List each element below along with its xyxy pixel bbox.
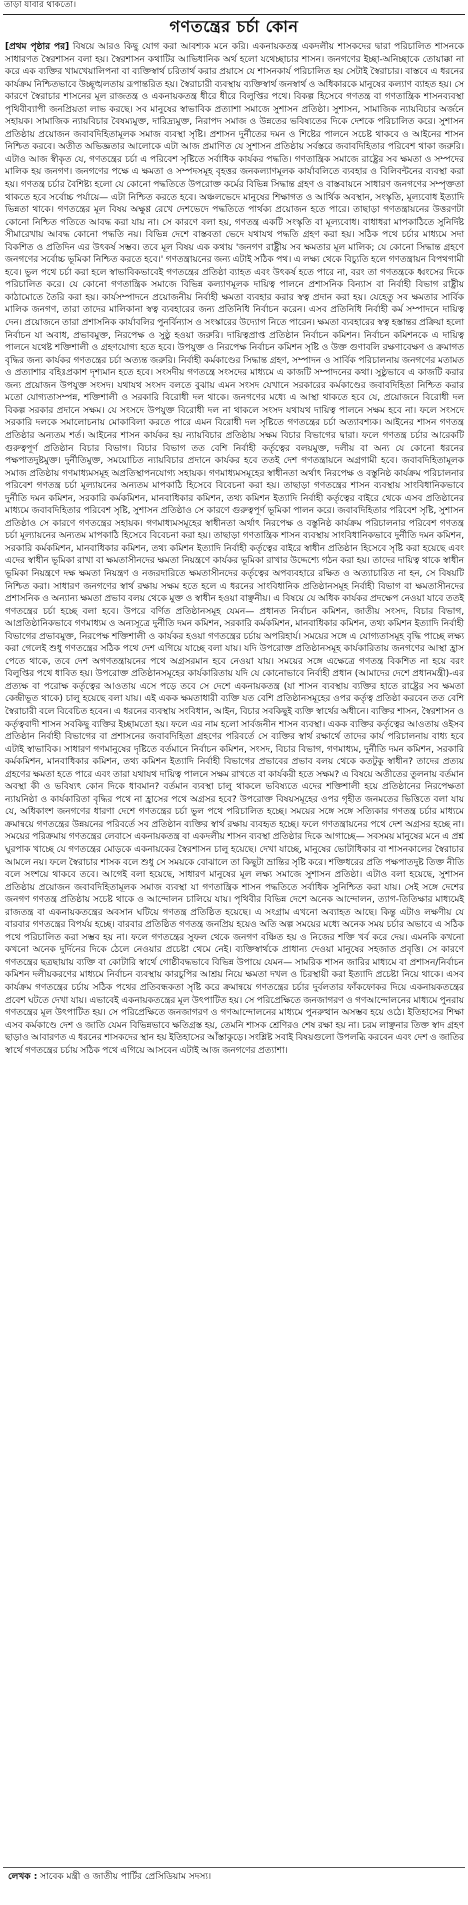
author-label: লেখক : bbox=[8, 1872, 38, 1882]
article-body-text: বিষয়ে আরও কিছু যোগ করা আবশ্যক মনে করি। একনায়কতন্ত্র একদলীয় শাসকদের দ্বারা পরিচালিত শাসনকে সাধারণত স্বৈরশাসন বলা হয়। স্বৈরশাসন কথাটির আভিধানিক অর্থ হলো যথেচ্ছাচার শাসন। জনগণের ইচ্ছা-অনিচ্ছাকে তোয়াক্কা না করে এক ব্যক্তির খামখেয়ালিপনা বা ব্যক্তিস্বার্থ চরিতার্থ করার প্রয়াসে যে শাসনকার্য পরিচালিত হয় সেটাই স্বৈরাচার। বাস্তবে এ ধরনের কার্যক্রম নিশ্চিতভাবে উচ্ছৃঙ্খলতায় রূপান্তরিত হয়। স্বৈরাচারী ব্যবস্থায় ব্যক্তিস্বার্থ জনস্বার্থ ও অধিকারকে মানুষের কল্যাণ ব্যাহত হয়। সে কারণে স্বৈরাচার শাসনের মূল রাজতন্ত্র ও একনায়কতন্ত্র ধীরে ধীরে বিলুপ্তির পথে। বিকল্প হিসেবে গণতন্ত্র বা গণতান্ত্রিক শাসনব্যবস্থা পৃথিবীব্যাপী জনপ্রিয়তা লাভ করছে। সব মানুষের স্বাভাবিক প্রত্যাশা সমাজে সুশাসন প্রতিষ্ঠা। সুশাসন, সামাজিক ন্যায়বিচার অর্জনে সহায়ক। সামাজিক ন্যায়বিচার বৈষম্যমুক্ত, দারিদ্র্যমুক্ত, নিরাপদ সমাজ ও উন্নতের ভবিষ্যতের দিকে দেশকে পরিচালিত করে। সুশাসন প্রতিষ্ঠায় প্রয়োজন জবাবদিহিতামূলক সমাজ ব্যবস্থা সৃষ্টি। প্রশাসন দুর্নীতের দমন ও শিষ্টের পালনে সচেষ্ট থাকবে ও আইনের শাসন নিশ্চিত করবে। অতীত অভিজ্ঞতার আলোকে এটা আজ প্রমাণিত যে সুশাসন প্রতিষ্ঠায় সর্বস্তরে জবাবদিহিতার পরিবেশ থাকা জরুরি। এটাও আজ স্বীকৃত যে, গণতন্ত্রের চর্চা এ পরিবেশ সৃষ্টিতে সর্বাধিক কার্যকর পদ্ধতি। গণতান্ত্রিক সমাজে রাষ্ট্রের সব ক্ষমতা ও সম্পদের মালিক হয় জনগণ। জনগণের পক্ষে এ ক্ষমতা ও সম্পদসমূহ বৃহত্তর জনকল্যাণমূলক কার্যাবলিতে ব্যবহার ও বিলিবন্টনের ব্যবস্থা করা হয়। গণতন্ত্র চর্চার বৈশিষ্ট্য হলো যে কোনো পদ্ধতিতে উপরোক্ত কর্মের বিভিন্ন সিদ্ধান্ত গ্রহণ ও বাস্তবায়নে সাধারণ জনগণের সম্পৃক্ততা থাকতে হবে সর্বোচ্চ পর্যায়ে— এটা নিশ্চিত করতে হবে। অঞ্চলভেদে মানুষের শিক্ষাগত ও আর্থিক অবস্থান, সংস্কৃতি, মূল্যবোধ ইত্যাদি ভিন্নতা থাকে। গণতন্ত্রের মূল বিষয় অক্ষুণ্ণ রেখে দেশভেদে পদ্ধতিতে পার্থক্য প্রয়োজন হতে পারে। তাছাড়া গণতন্ত্রায়নের উত্তরণটা কোনো নিশ্চিত গতিতে আবদ্ধ করা যায় না। সে কারণে বলা হয়, গণতন্ত্র একটি সংস্কৃতি বা মূল্যবোধ। বাধাধরা মাপকাঠিতে সুনির্দিষ্ট সীমারেখায় আবদ্ধ কোনো পদ্ধতি নয়। বিভিন্ন দেশে বাস্তবতা ভেদে যথাযথ পদ্ধতি গ্রহণ করা হয়। সঠিক পথে চর্চার মাধ্যমে সদা বিকশিত ও প্রতিদিন এর উৎকর্ষ সম্ভব। তবে মূল বিষয় এক কথায় 'জনগণ রাষ্ট্রীয় সব ক্ষমতার মূল মালিক; যে কোনো সিদ্ধান্ত গ্রহণে জনগণের সর্বোচ্চ ভূমিকা নিশ্চিত করতে হবে।' গণতন্ত্রায়নের জন্য এটাই সঠিক পথ। এ লক্ষ্য থেকে বিচ্যুতি হলে গণতন্ত্রায়ন বিপথগামী হবে। ভুল পথে চর্চা করা হলে স্বাভাবিকভাবেই গণতন্ত্রের প্রতিষ্ঠা ব্যাহত এবং উৎকর্ষ হতে পারে না, বরং তা গণতন্ত্রকে ধ্বংসের দিকে পরিচালিত করে। যে কোনো গণতান্ত্রিক সমাজে বিভিন্ন কল্যাণমূলক দায়িত্ব পালনে প্রশাসনিক বিন্যাস বা নির্বাহী বিভাগ রাষ্ট্রীয় কাঠামোতে তৈরি করা হয়। কার্যসম্পাদনে প্রয়োজনীয় নির্বাহী ক্ষমতা ব্যবহার করার স্বত্ব প্রদান করা হয়। যেহেতু সব ক্ষমতার সার্বিক মালিক জনগণ, তারা তাদের মালিকানা স্বত্ব ব্যবহারের জন্য প্রতিনিধি নির্বাচন করেন। এসব প্রতিনিধি নির্বাহী কর্ম সম্পাদনে দায়িত্ব দেন। প্রয়োজনে তারা প্রশাসনিক কার্যাবলির পুনর্বিন্যাস ও সংস্কারের উদ্যোগ নিতে পারেন। ক্ষমতা ব্যবহারের স্বত্ব হস্তান্তর প্রক্রিয়া হলো নির্বাচন যা অবাধ, প্রভাবমুক্ত, নিরপেক্ষ ও সুষ্ঠু হওয়া জরুরি। দায়িত্বপ্রাপ্ত প্রতিষ্ঠান নির্বাচন কমিশন। নির্বাচন কমিশনকে এ দায়িত্ব পালনে যথেষ্ট শক্তিশালী ও গ্রহণযোগ্য হতে হবে। উপযুক্ত ও নিরপেক্ষ নির্বাচন কমিশন সৃষ্টি ও উক্ত গুণাবলি রক্ষণাবেক্ষণ ও ক্রমাগত বৃদ্ধির জন্য কার্যকর গণতন্ত্রের চর্চা অত্যন্ত জরুরি। নির্বাহী কর্মকাণ্ডের সিদ্ধান্ত গ্রহণ, সম্পাদন ও সার্বিক পরিচালনায় জনগণের মতামত ও প্রত্যাশার বহিঃপ্রকাশ দৃশ্যমান হতে হবে। সংসদীয় গণতন্ত্রে সংসদের মাধ্যমে এ কাজটি সম্পাদনের কথা। সুষ্ঠুভাবে এ কাজটি করার জন্য প্রয়োজন উপযুক্ত সংসদ। যথাযথ সংসদ বলতে বুঝায় এমন সংসদ যেখানে সরকারের কর্মকাণ্ডের জবাবদিহিতা নিশ্চিত করার মতো যোগ্যতাসম্পন্ন, শক্তিশালী ও সরকারি বিরোধী দল থাকে। জনগণের মধ্যে এ আস্থা থাকতে হবে যে, প্রয়োজনে বিরোধী দল বিকল্প সরকার প্রদানে সক্ষম। যে সংসদে উপযুক্ত বিরোধী দল না থাকলে সংসদ যথাযথ দায়িত্ব পালনে সক্ষম হবে না। ফলে সংসদে সরকারি দলকে সমালোচনায় মোকাবিলা করতে পারে এমন বিরোধী দল সৃষ্টিতে গণতন্ত্রের চর্চা অত্যাবশ্যক। আইনের শাসন গণতন্ত্র প্রতিষ্ঠার অন্যতম শর্ত। আইনের শাসন কার্যকর হয় ন্যায়বিচার প্রতিষ্ঠায় সক্ষম বিচার বিভাগের দ্বারা। ফলে গণতন্ত্র চর্চার আরেকটি গুরুত্বপূর্ণ প্রতিষ্ঠান বিচার বিভাগ। বিচার বিভাগ তত বেশি নির্বাহী কর্তৃত্বের বলয়মুক্ত, দলীয় বা অন্য যে কোনো ধরনের পক্ষপাতদুষ্টমুক্ত। দুর্নীতিমুক্ত, সময়োচিত ন্যায়বিচার প্রদানে কার্যকর হবে ততই দেশ গণতন্ত্রায়নে অগ্রগামী হবে। জবাবদিহিতামূলক সমাজ প্রতিষ্ঠায় গণমাধ্যমসমূহ অপ্রতিস্থাপনযোগ্য সহায়ক। গণমাধ্যমসমূহের স্বাধীনতা অর্থাৎ নিরপেক্ষ ও বস্তুনিষ্ঠ কার্যক্রম পরিচালনার পরিবেশ গণতন্ত্র চর্চা মূল্যায়নের অন্যতম মাপকাঠি হিসেবে বিবেচনা করা হয়। তাছাড়া গণতন্ত্রের শাসন ব্যবস্থায় সাংবিধানিকভাবে দুর্নীতি দমন কমিশন, সরকারি কর্মকমিশন, মানবাধিকার কমিশন, তথ্য কমিশন ইত্যাদি নির্বাহী কর্তৃত্বের বাইরে থেকে এসব প্রতিষ্ঠানের মাধ্যমে জবাবদিহিতার পরিবেশ সৃষ্টি, সুশাসন প্রতিষ্ঠাও সে কারণে গুরুত্বপূর্ণ ভূমিকা পালন করে। জবাবদিহিতার পরিবেশ সৃষ্টি, সুশাসন প্রতিষ্ঠাও সে কারণে গণতন্ত্রের সহায়ক। গণমাধ্যমসমূহের স্বাধীনতা অর্থাৎ নিরপেক্ষ ও বস্তুনিষ্ঠ কার্যক্রম পরিচালনার পরিবেশ গণতন্ত্র চর্চা মূল্যায়নের অন্যতম মাপকাঠি হিসেবে বিবেচনা করা হয়। তাছাড়া গণতান্ত্রিক শাসন ব্যবস্থায় সাংবিধানিকভাবে দুর্নীতি দমন কমিশন, সরকারি কর্মকমিশন, মানবাধিকার কমিশন, তথ্য কমিশন ইত্যাদি নির্বাহী কর্তৃত্বের বাইরে স্বাধীন প্রতিষ্ঠান হিসেবে সৃষ্টি করা হয়েছে এবং এদের স্বাধীন ভূমিকা রাখা বা ক্ষমতাসীনদের ক্ষমতা নিয়ন্ত্রণে কার্যকর ভূমিকা রাখার উদ্দেশ্যে গঠন করা হয়। তাদের দায়িত্ব থাকে স্বাধীন ভূমিকা নিয়ন্ত্রণে দক্ষ ক্ষমতা নিয়ন্ত্রণ ও নজরদারিতে ক্ষমতাসীনদের কর্তৃত্বের অপব্যবহারে রক্ষিত ও অত্যাচারিত না হন, সে বিষয়টি নিশ্চিত করা। সাধারণ জনগণের স্বার্থ রক্ষায় সক্ষম হতে হলে এ ধরনের সাংবিধানিক প্রতিষ্ঠানসমূহ নির্বাহী বিভাগ বা ক্ষমতাসীনদের প্রশাসনিক ও অন্যান্য ক্ষমতা প্রভাব বলয় থেকে মুক্ত ও স্বাধীন হওয়া বাঞ্ছনীয়। এ বিষয়ে যে অধিক কার্যকর প্রদক্ষেপ নেওয়া যাবে ততই গণতন্ত্রের চর্চা হচ্ছে বলা হবে। উপরে বর্ণিত প্রতিষ্ঠানসমূহ যেমন— প্রধানত নির্বাচন কমিশন, জাতীয় সংসদ, বিচার বিভাগ, আপ্রতিষ্ঠানিকভাবে গণমাধ্যম ও অন্যসূত্রে দুর্নীতি দমন কমিশন, সরকারি কর্মকমিশন, মানবাধিকার কমিশন, তথ্য কমিশন ইত্যাদি নির্বাহী বিভাগের প্রভাবমুক্ত, নিরপেক্ষ শক্তিশালী ও কার্যকর হওয়া গণতন্ত্রের চর্চায় অপরিহার্য। সময়ের সঙ্গে এ যোগ্যতাসমূহ বৃদ্ধি পাচ্ছে লক্ষ্য করা গেলেই শুধু গণতন্ত্রের সঠিক পথে দেশ এগিয়ে যাচ্ছে বলা যায়। যদি উপরোক্ত প্রতিষ্ঠানসমূহ কার্যকারিতায় জনগণের আস্থা হ্রাস পেতে থাকে, তবে দেশ অগণতন্ত্রায়নের পথে অগ্রসরমান হবে নেওয়া যায়। সময়ের সঙ্গে এক্ষেত্রে গণতন্ত্র বিকশিত না হয়ে বরং বিলুপ্তির পথে ধাবিত হয়। উপরোক্ত প্রতিষ্ঠানসমূহের কার্যকারিতায় যদি যে কোনোভাবে নির্বাহী প্রধান (আমাদের দেশে প্রধানমন্ত্রী)-এর প্রত্যক্ষ বা পরোক্ষ কর্তৃত্বের আওতায় এসে পড়ে তবে সে দেশে একনায়কতন্ত্র (যা শাসন ব্যবস্থায় ব্যক্তির হাতে রাষ্ট্রের সব ক্ষমতা কেন্দ্রীভূত থাকে) চালু হয়েছে বলা যায়। এই একক ক্ষমতাধারী ব্যক্তি যত বেশি প্রতিষ্ঠানসমূহের ওপর কর্তৃত্ব প্রতিষ্ঠা করবেন তত বেশি স্বৈরাচারী বলে বিবেচিত হবেন। এ ধরনের ব্যবস্থায় সংবিধান, আইন, বিচার সবকিছুই ব্যক্তি স্বার্থের অধীনে। ব্যক্তির শাসন, স্বৈরশাসন ও কর্তৃত্ববাদী শাসন সবকিছু ব্যক্তির ইচ্ছামতো হয়। ফলে এর নাম হলো সার্বজনীন শাসন ব্যবস্থা। একক ব্যক্তির কর্তৃত্বের আওতায় ওইসব প্রতিষ্ঠান নির্বাহী বিভাগের বা প্রশাসনের জবাবদিহিতা গ্রহণের পরিবর্তে সে ব্যক্তির স্বার্থ রক্ষার্থে তাদের কার্য পরিচালনায় বাধ্য হবে এটাই স্বাভাবিক। সাধারণ গণমানুষের দৃষ্টিতে বর্তমানে নির্বাচন কমিশন, সংসদ, বিচার বিভাগ, গণমাধ্যম, দুর্নীতি দমন কমিশন, সরকারি কর্মকমিশন, মানবাধিকার কমিশন, তথ্য কমিশন ইত্যাদি নির্বাহী বিভাগের প্রভাবের প্রভাব বলয় থেকে কতটুকু স্বাধীন? তাদের প্রত্যয় গ্রহণের ক্ষমতা হতে পারে এবং তারা যথাযথ দায়িত্ব পালনে সক্ষম রাখতে বা কার্যকরী হতে সক্ষম? এ বিষয়ে অতীতের তুলনায় বর্তমান অবস্থা কী ও ভবিষ্যৎ কোন দিকে ধাবমান? বর্তমান ব্যবস্থা চালু থাকলে ভবিষ্যতে এদের শক্তিশালী হয়ে প্রতিষ্ঠানের নিরপেক্ষতা ন্যায়নিষ্ঠা ও কার্যকারিতা বৃদ্ধির পথে না হ্রাসের পথে অগ্রসর হবে? উপরোক্ত বিষয়সমূহের ওপর গৃহীত জনমতের ভিত্তিতে বলা যায় যে, অধিকাংশ জনগণের ধারণা দেশে গণতন্ত্রের চর্চা ভুল পথে পরিচালিত হচ্ছে। সময়ের সঙ্গে সঙ্গে সত্যিকার গণতন্ত্র চর্চার মাধ্যমে ক্রমান্বয়ে গণতন্ত্রের উন্নয়নের পরিবর্তে সব প্রতিষ্ঠান ব্যক্তির স্বার্থ রক্ষায় ব্যবহৃত হচ্ছে। ফলে গণতন্ত্রায়নের পথে দেশ অগ্রসর হচ্ছে না। সময়ের পরিক্রমায় গণতন্ত্রের লেবাসে একনায়কতন্ত্র বা একদলীয় শাসন ব্যবস্থা প্রতিষ্ঠার দিকে আগাচ্ছে— সবসময় মানুষের মনে এ প্রশ্ন ঘুরপাক খাচ্ছে যে গণতন্ত্রের মোড়কে একনায়কের স্বৈরশাসন চালু হয়েছে। দেখা যাচ্ছে, মানুষের ভোটাধিকার বা শাসনকালের স্বৈরাচার আমলে নয়। ফলে স্বৈরাচার শাসক বলে শুধু সে সময়কে বোঝালে তা কিছুটা ভ্রান্তির সৃষ্টি করে। শক্তিধরের প্রতি পক্ষপাতদুষ্ট তিক্ত নীতি বলে সংশয়ে থাকবে তবে। আগেই বলা হয়েছে, সাধারণ মানুষের মূল লক্ষ্য সমাজে সুশাসন প্রতিষ্ঠা। এটাও বলা হয়েছে, সুশাসন প্রতিষ্ঠায় প্রয়োজন জবাবদিহিতামূলক সমাজ ব্যবস্থা যা গণতান্ত্রিক শাসন পদ্ধতিতে সর্বাধিক সুনিশ্চিত করা যায়। সেই সঙ্গে দেশের জনগণ গণতন্ত্র প্রতিষ্ঠায় সচেষ্ট থাকে ও আন্দোলন চালিয়ে যায়। পৃথিবীর বিভিন্ন দেশে অনেক আন্দোলন, ত্যাগ-তিতিক্ষার মাধ্যমেই রাজতন্ত্র বা একনায়কতন্ত্রের অবসান ঘটিয়ে গণতন্ত্র প্রতিষ্ঠিত হয়েছে। এ সংগ্রাম এখনো অব্যাহত আছে। কিন্তু এটাও লক্ষণীয় যে বারবার গণতন্ত্রের বিপর্যয় হচ্ছে। বারবার প্রতিষ্ঠিত গণতন্ত্র জনপ্রিয় হয়েও অতি অল্প সময়ের মধ্যে অনেক সময় চর্চার অভাবে এ সঠিক পথে পরিচালিত করা সম্ভব হয় না। ফলে গণতন্ত্রের সুফল থেকে জনগণ বঞ্চিত হয় ও নিজের শক্তি খর্ব করে দেয়। এমনকি কখনো কখনো অনেক দুর্দিনের দিকে ঠেলে নেওয়ার প্রচেষ্টা থেমে নেই। ব্যক্তিস্বার্থকে প্রাধান্য দেওয়া মানুষের সহজাত প্রবৃত্তি। সে কারণে গণতন্ত্রের ছত্রছায়ায় ব্যক্তি বা কোটারি স্বার্থে গোষ্ঠীবদ্ধভাবে বিভিন্ন উপায়ে যেমন— সামরিক শাসন জারির মাধ্যমে বা প্রশাসন/নির্বাচন কমিশন দলীয়করণের মাধ্যমে নির্বাচন ব্যবস্থায় কারচুপির আশ্রয় নিয়ে ক্ষমতা দখল ও চিরস্থায়ী করা ইত্যাদি প্রচেষ্টা নিয়ে থাকে। এসব কার্যক্রম গণতন্ত্রের চর্চায় সঠিক পথের প্রতিবন্ধকতা সৃষ্টি করে ক্রমান্বয়ে গণতন্ত্রের চর্চার দুর্বলতার ফাঁকফোকর দিয়ে একনায়কতন্ত্রের প্রবেশ ঘটতে দেখা যায়। এভাবেই একনায়কতন্ত্রের মূল উৎপাটিত হয়। সে পরিপ্রেক্ষিতে জনজাগরণ ও গণআন্দোলনের মাধ্যমে পুনরায় গণতন্ত্রের মূল উৎপাটিত হয়। সে পরিপ্রেক্ষিতে জনজাগরণ ও গণআন্দোলনের মাধ্যমে পুনরুত্থান অসম্ভব হয়ে ওঠে। ইতিহাসের শিক্ষা এসব কর্মকাণ্ডে দেশ ও জাতি যেমন বিভিন্নভাবে ক্ষতিগ্রস্ত হয়, তেমনি শাসক শ্রেণিরও শেষ রক্ষা হয় না। চরম লাঞ্ছনার তিক্ত স্বাদ গ্রহণ ছাড়াও আবারণত এ ধরনের শাসকদের স্থান হয় ইতিহাসের আঁস্তাকুড়ে। সংশ্লিষ্ট সবাই বিষয়গুলো উপলব্ধি করবেন এবং দেশ ও জাতির স্বার্থে গণতন্ত্রের চর্চায় সঠিক পথে এগিয়ে আসবেন এটাই আজ জনগণের প্রত্যাশা। bbox=[5, 42, 465, 1056]
article-body bbox=[0, 41, 468, 1865]
previous-article-fragment: তাড়া যাবার থাকতো। bbox=[4, 0, 77, 10]
author-byline bbox=[3, 1867, 465, 1883]
continuation-marker: [প্রথম পৃষ্ঠার পর] bbox=[5, 42, 70, 52]
top-divider bbox=[3, 14, 465, 15]
author-description: সাবেক মন্ত্রী ও জাতীয় পার্টির প্রেসিডিয়াম সদস্য। bbox=[40, 1872, 212, 1882]
article-title: গণতন্ত্রের চর্চা কোন bbox=[169, 17, 299, 36]
